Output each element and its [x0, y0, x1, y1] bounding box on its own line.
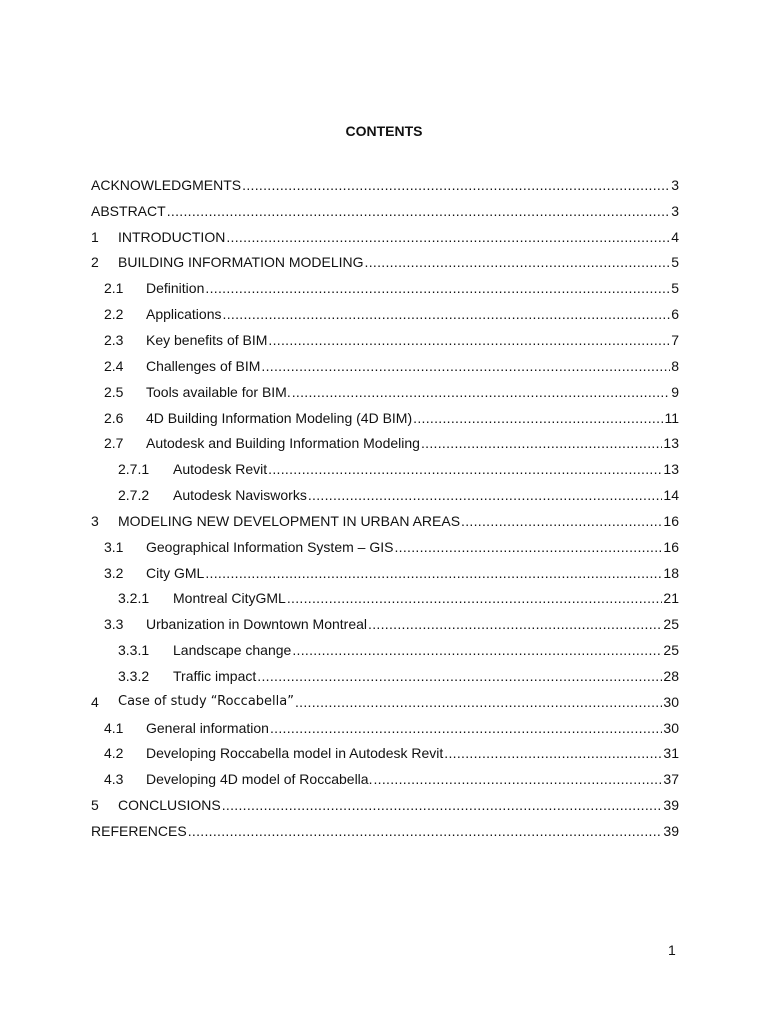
- toc-entry[interactable]: [91, 301, 679, 327]
- toc-entry-number: 2.4: [104, 357, 124, 374]
- toc-entry-label: MODELING NEW DEVELOPMENT IN URBAN AREAS: [118, 512, 461, 529]
- toc-entry[interactable]: [91, 224, 679, 250]
- dot-leader: [368, 616, 662, 632]
- toc-entry-page: 30: [663, 719, 679, 736]
- toc-entry[interactable]: [91, 353, 679, 379]
- toc-entry-page: 5: [671, 254, 679, 271]
- dot-leader: [261, 358, 670, 374]
- toc-entry[interactable]: [91, 327, 679, 353]
- toc-entry-number: 2.7.1: [118, 461, 150, 478]
- toc-entry[interactable]: [91, 663, 679, 689]
- toc-entry[interactable]: [91, 715, 679, 741]
- table-of-contents: [91, 172, 679, 844]
- toc-entry-label: BUILDING INFORMATION MODELING: [118, 254, 364, 271]
- toc-entry[interactable]: [91, 172, 679, 198]
- toc-entry-number: 3.3: [104, 616, 124, 633]
- toc-entry-label: Developing Roccabella model in Autodesk Revit: [146, 745, 444, 762]
- toc-entry-page: 18: [663, 564, 679, 581]
- toc-entry-page: 3: [671, 176, 679, 193]
- dot-leader: [188, 823, 663, 839]
- toc-entry-page: 16: [663, 512, 679, 529]
- dot-leader: [268, 332, 670, 348]
- toc-entry-number: 2.5: [104, 383, 124, 400]
- toc-entry-number: 3.2.1: [118, 590, 150, 607]
- toc-entry[interactable]: [91, 611, 679, 637]
- toc-entry-page: 6: [671, 306, 679, 323]
- toc-entry-label: Applications: [146, 306, 222, 323]
- toc-entry-number: 3.3.1: [118, 642, 150, 659]
- page-number: 1: [668, 942, 676, 958]
- toc-entry-number: 4.1: [104, 719, 124, 736]
- toc-entry[interactable]: [91, 430, 679, 456]
- dot-leader: [268, 461, 662, 477]
- page-title: CONTENTS: [345, 123, 423, 139]
- toc-entry-page: 39: [663, 823, 679, 840]
- dot-leader: [365, 254, 671, 270]
- toc-entry-page: 13: [663, 435, 679, 452]
- toc-entry-page: 5: [671, 280, 679, 297]
- toc-entry-label: INTRODUCTION: [118, 228, 226, 245]
- toc-entry-page: 37: [663, 771, 679, 788]
- toc-entry-page: 16: [663, 538, 679, 555]
- toc-entry-label: Montreal CityGML: [173, 590, 286, 607]
- toc-entry-number: 4: [91, 693, 99, 710]
- toc-entry-page: 25: [663, 616, 679, 633]
- toc-entry-label: Autodesk Navisworks: [173, 487, 307, 504]
- toc-entry-label: Tools available for BIM.: [146, 383, 291, 400]
- toc-entry-number: 4.2: [104, 745, 124, 762]
- dot-leader: [308, 487, 663, 503]
- toc-entry-label: Landscape change: [173, 642, 292, 659]
- toc-entry-page: 21: [663, 590, 679, 607]
- toc-entry-number: 2.3: [104, 331, 124, 348]
- toc-entry-number: 2: [91, 254, 99, 271]
- toc-entry[interactable]: [91, 456, 679, 482]
- dot-leader: [373, 771, 662, 787]
- toc-entry-label: Geographical Information System – GIS: [146, 538, 394, 555]
- toc-entry-label: Challenges of BIM: [146, 357, 261, 374]
- dot-leader: [461, 513, 662, 529]
- toc-entry-page: 7: [671, 331, 679, 348]
- dot-leader: [205, 280, 670, 296]
- toc-entry-number: 2.1: [104, 280, 124, 297]
- toc-entry-page: 25: [663, 642, 679, 659]
- toc-entry-page: 4: [671, 228, 679, 245]
- toc-entry-label: Autodesk and Building Information Modeling: [146, 435, 420, 452]
- toc-entry[interactable]: [91, 508, 679, 534]
- toc-entry-page: 14: [663, 487, 679, 504]
- dot-leader: [223, 306, 671, 322]
- dot-leader: [413, 410, 663, 426]
- toc-entry-number: 3.3.2: [118, 667, 150, 684]
- toc-entry[interactable]: [91, 379, 679, 405]
- dot-leader: [226, 229, 670, 245]
- toc-entry-number: 3.2: [104, 564, 124, 581]
- toc-entry-page: 13: [663, 461, 679, 478]
- toc-entry[interactable]: [91, 482, 679, 508]
- toc-entry-label: REFERENCES: [91, 823, 187, 840]
- toc-entry-page: 39: [663, 797, 679, 814]
- toc-entry-page: 3: [671, 202, 679, 219]
- dot-leader: [270, 720, 662, 736]
- dot-leader: [444, 745, 662, 761]
- toc-entry-page: 8: [671, 357, 679, 374]
- toc-entry-label: Urbanization in Downtown Montreal: [146, 616, 367, 633]
- toc-entry[interactable]: [91, 275, 679, 301]
- toc-entry[interactable]: [91, 741, 679, 767]
- toc-entry-page: 11: [664, 409, 679, 426]
- toc-entry-number: 1: [91, 228, 99, 245]
- toc-entry[interactable]: [91, 689, 679, 715]
- toc-entry-label: ABSTRACT: [91, 202, 166, 219]
- toc-entry[interactable]: [91, 766, 679, 792]
- toc-entry[interactable]: [91, 560, 679, 586]
- toc-entry[interactable]: [91, 586, 679, 612]
- toc-entry-label: Case of study “Roccabella”: [118, 694, 294, 710]
- dot-leader: [295, 694, 662, 710]
- toc-entry-label: Definition: [146, 280, 205, 297]
- toc-entry-label: ACKNOWLEDGMENTS: [91, 176, 242, 193]
- toc-entry-page: 31: [663, 745, 679, 762]
- toc-entry[interactable]: [91, 818, 679, 844]
- toc-entry-number: 3: [91, 512, 99, 529]
- toc-entry-page: 9: [671, 383, 679, 400]
- toc-entry[interactable]: [91, 405, 679, 431]
- toc-entry-label: Traffic impact: [173, 667, 257, 684]
- toc-entry-number: 5: [91, 797, 99, 814]
- dot-leader: [394, 539, 662, 555]
- dot-leader: [292, 642, 662, 658]
- toc-entry-page: 30: [663, 693, 679, 710]
- toc-entry-number: 2.2: [104, 306, 124, 323]
- toc-entry-label: 4D Building Information Modeling (4D BIM): [146, 409, 413, 426]
- toc-entry-page: 28: [663, 667, 679, 684]
- toc-entry-number: 3.1: [104, 538, 124, 555]
- toc-entry[interactable]: [91, 637, 679, 663]
- toc-entry[interactable]: [91, 198, 679, 224]
- dot-leader: [287, 590, 663, 606]
- toc-entry-label: City GML: [146, 564, 205, 581]
- dot-leader: [242, 177, 670, 193]
- dot-leader: [205, 565, 662, 581]
- dot-leader: [167, 203, 671, 219]
- dot-leader: [292, 384, 670, 400]
- dot-leader: [257, 668, 662, 684]
- toc-entry-number: 4.3: [104, 771, 124, 788]
- toc-entry-label: Autodesk Revit: [173, 461, 268, 478]
- toc-entry-label: CONCLUSIONS: [118, 797, 221, 814]
- dot-leader: [222, 797, 663, 813]
- toc-entry[interactable]: [91, 792, 679, 818]
- toc-entry-number: 2.6: [104, 409, 124, 426]
- dot-leader: [421, 435, 662, 451]
- toc-entry-number: 2.7.2: [118, 487, 150, 504]
- toc-entry-label: General information: [146, 719, 269, 736]
- toc-entry[interactable]: [91, 250, 679, 276]
- toc-entry-label: Developing 4D model of Roccabella.: [146, 771, 373, 788]
- toc-entry-number: 2.7: [104, 435, 124, 452]
- toc-entry[interactable]: [91, 534, 679, 560]
- toc-entry-label: Key benefits of BIM: [146, 331, 268, 348]
